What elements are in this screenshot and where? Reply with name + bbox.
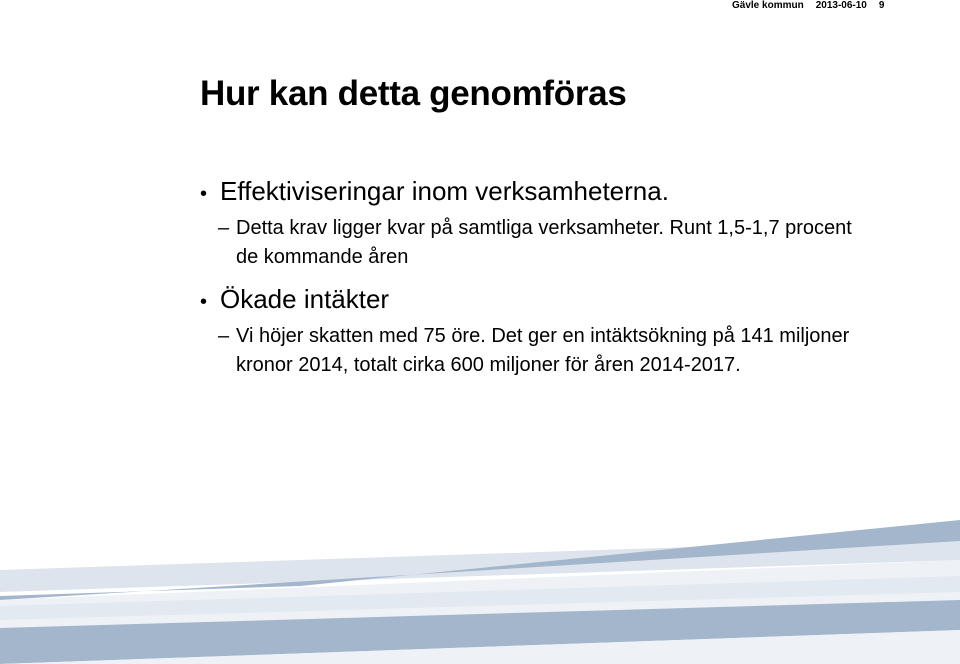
bullet-dot-icon: • — [200, 291, 208, 313]
bullet-dot-icon: • — [200, 183, 208, 205]
bullet-2-text: Ökade intäkter — [220, 284, 390, 314]
dash-icon: – — [218, 325, 230, 347]
header-date: 2013-06-10 — [815, 0, 867, 11]
sub-bullet-2-text: Vi höjer skatten med 75 öre. Det ger en intäktsökning på 141 miljoner kronor 2014, totalt cirka 600 miljoner för åren 2014-2017. — [236, 325, 850, 376]
dash-icon: – — [218, 217, 230, 239]
header-page-number: 9 — [878, 0, 885, 11]
slide-title: Hur kan detta genomföras — [200, 74, 627, 113]
bullet-1-text: Effektiviseringar inom verksamheterna. — [220, 176, 669, 206]
sub-bullet-1-text: Detta krav ligger kvar på samtliga verksamheter. Runt 1,5-1,7 procent de kommande åren — [236, 217, 852, 268]
header-org: Gävle kommun — [732, 0, 804, 11]
